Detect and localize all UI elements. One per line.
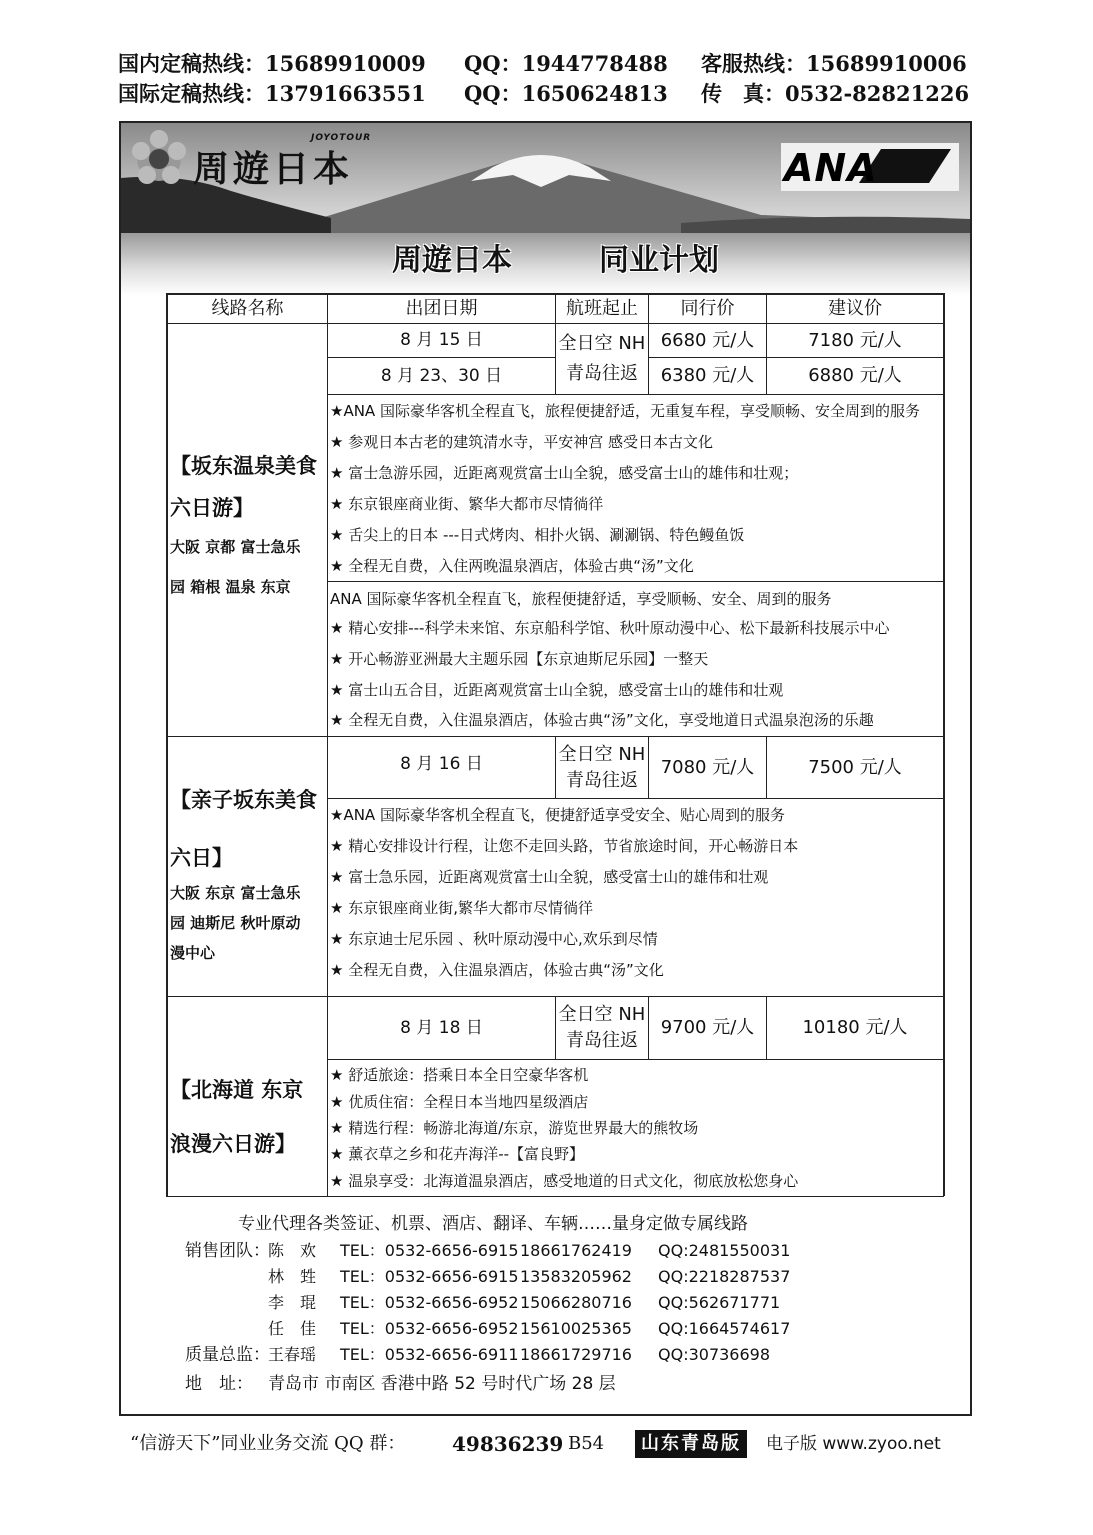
table-border-left xyxy=(166,293,168,1197)
route-3-feature: ★ 优质住宿：全程日本当地四星级酒店 xyxy=(330,1093,589,1111)
route-1-alt-feature: ANA 国际豪华客机全程直飞，旅程便捷舒适，享受顺畅、安全、周到的服务 xyxy=(330,590,832,608)
route-2-name-line2: 六日】 xyxy=(170,846,233,870)
route-2-name xyxy=(170,784,326,964)
route-1-suggested-price-1: 7180 元/人 xyxy=(808,329,902,351)
table-border-bottom xyxy=(166,1196,944,1197)
route-1-feature: ★ 东京银座商业街、繁华大都市尽情徜徉 xyxy=(330,495,604,513)
footer-edition: 山东青岛版 xyxy=(635,1430,747,1458)
contact-tel: TEL：0532-6656-6915 xyxy=(340,1241,519,1260)
header-suggested-price: 建议价 xyxy=(828,298,882,320)
route-2-peer-price: 7080 元/人 xyxy=(660,756,755,778)
route-1-feature: ★ 富士急游乐园，近距离观赏富士山全貌，感受富士山的雄伟和壮观； xyxy=(330,464,799,482)
banner-title-right: 同业计划 xyxy=(599,243,719,278)
route-1-cities-line1: 大阪 京都 富士急乐 xyxy=(170,538,301,556)
route-3-feature: ★ 薰衣草之乡和花卉海洋--【富良野】 xyxy=(330,1145,585,1163)
route-3-feature: ★ 精选行程：畅游北海道/东京，游览世界最大的熊牧场 xyxy=(330,1119,699,1137)
ana-logo: ANA xyxy=(784,146,878,190)
fax-number: 传 真：0532-82821226 xyxy=(701,81,970,106)
route-3-suggested-price: 10180 元/人 xyxy=(802,1017,908,1039)
banner xyxy=(121,123,970,295)
route-2-date: 8 月 16 日 xyxy=(400,753,483,774)
route-2-feature: ★ 精心安排设计行程，让您不走回头路，节省旅途时间，开心畅游日本 xyxy=(330,837,799,855)
domestic-hotline: 国内定稿热线：15689910009 xyxy=(118,51,426,76)
contact-tel: TEL：0532-6656-6952 xyxy=(340,1319,519,1338)
contact-tel: TEL：0532-6656-6911 xyxy=(340,1345,519,1364)
international-hotline: 国际定稿热线：13791663551 xyxy=(118,81,426,106)
route-1-alt-feature: ★ 富士山五合目，近距离观赏富士山全貌，感受富士山的雄伟和壮观 xyxy=(330,681,784,699)
contact-qq: QQ:562671771 xyxy=(658,1293,781,1312)
route-1-name xyxy=(170,450,326,598)
route-3-feature: ★ 舒适旅途：搭乘日本全日空豪华客机 xyxy=(330,1066,589,1084)
route3-price-bottom xyxy=(327,1059,944,1060)
route-2-suggested-price: 7500 元/人 xyxy=(808,756,902,778)
footer xyxy=(130,1430,975,1460)
route-2-feature: ★ 东京迪士尼乐园 、秋叶原动漫中心,欢乐到尽情 xyxy=(330,930,658,948)
route-2-feature: ★ 全程无自费，入住温泉酒店，体验古典“汤”文化 xyxy=(330,961,664,979)
domestic-qq: QQ：1944778488 xyxy=(464,51,668,76)
contact-mobile: 15610025365 xyxy=(520,1319,632,1338)
contact-qq: QQ:30736698 xyxy=(658,1345,771,1364)
route-1-date-1: 8 月 15 日 xyxy=(400,330,483,351)
route-1-date-2: 8 月 23、30 日 xyxy=(380,365,503,386)
contact-qq: QQ:2218287537 xyxy=(658,1267,791,1286)
header-flight: 航班起止 xyxy=(566,298,638,320)
header-peer-price: 同行价 xyxy=(680,298,735,320)
route-1-cities-line2: 园 箱根 温泉 东京 xyxy=(170,578,291,596)
route-1-suggested-price-2: 6880 元/人 xyxy=(808,365,902,387)
route-3-flight-line2: 青岛往返 xyxy=(566,1030,638,1051)
route-3-date: 8 月 18 日 xyxy=(400,1017,483,1038)
route-2-cities-line3: 漫中心 xyxy=(170,944,216,962)
route-2-flight xyxy=(556,737,648,798)
route-2-cities-line2: 园 迪斯尼 秋叶原动 xyxy=(170,914,301,932)
route-2-feature: ★ANA 国际豪华客机全程直飞，便捷舒适享受安全、贴心周到的服务 xyxy=(330,806,785,824)
route-3-feature: ★ 温泉享受：北海道温泉酒店，感受地道的日式文化，彻底放松您身心 xyxy=(330,1172,799,1190)
footer-qq-group: 49836239 xyxy=(452,1432,564,1456)
route-1-feature: ★ANA 国际豪华客机全程直飞，旅程便捷舒适，无重复车程，享受顺畅、安全周到的服务 xyxy=(330,402,920,420)
header-route-name: 线路名称 xyxy=(211,298,284,320)
contact-mobile: 15066280716 xyxy=(520,1293,632,1312)
route-1-peer-price-1: 6680 元/人 xyxy=(660,329,755,351)
footer-page: B54 xyxy=(568,1433,605,1454)
joyotour-logo: 周遊日本 xyxy=(193,148,354,190)
contact-tel: TEL：0532-6656-6952 xyxy=(340,1293,519,1312)
contact-qq: QQ:1664574617 xyxy=(658,1319,791,1338)
route-1-name-line2: 六日游】 xyxy=(170,496,254,520)
route-2-flight-line1: 全日空 NH xyxy=(558,743,646,765)
route1-feature-divider xyxy=(327,581,944,582)
route-3-name-line1: 【北海道 东京 xyxy=(170,1078,304,1102)
international-qq: QQ：1650624813 xyxy=(464,81,668,106)
contact-name: 陈 欢 xyxy=(268,1241,317,1260)
footer-slogan: “信游天下”同业业务交流 QQ 群： xyxy=(130,1433,406,1454)
services-intro: 专业代理各类签证、机票、酒店、翻译、车辆……量身定做专属线路 xyxy=(238,1214,748,1234)
route-1-flight-line2: 青岛往返 xyxy=(566,363,638,384)
joyotour-logo-sub: JOYOTOUR xyxy=(311,133,372,143)
contact-tel: TEL：0532-6656-6915 xyxy=(340,1267,519,1286)
route-1-alt-feature: ★ 全程无自费，入住温泉酒店，体验古典“汤”文化，享受地道日式温泉泡汤的乐趣 xyxy=(330,711,874,729)
table-border-right xyxy=(943,293,945,1196)
route-1-feature: ★ 全程无自费，入住两晚温泉酒店，体验古典“汤”文化 xyxy=(330,557,694,575)
sales-label: 销售团队： xyxy=(185,1241,270,1261)
address: 青岛市 市南区 香港中路 52 号时代广场 28 层 xyxy=(268,1374,616,1394)
route-3-flight-line1: 全日空 NH xyxy=(558,1004,646,1026)
contact-mobile: 13583205962 xyxy=(520,1267,632,1286)
header-departure-date: 出团日期 xyxy=(405,298,478,320)
route-1-alt-feature: ★ 精心安排---科学未来馆、东京船科学馆、秋叶原动漫中心、松下最新科技展示中心 xyxy=(330,619,890,637)
route-3-flight xyxy=(556,997,648,1059)
footer-site[interactable]: 电子版 www.zyoo.net xyxy=(766,1434,941,1454)
route-1-name-line1: 【坂东温泉美食 xyxy=(170,454,317,478)
route-1-feature: ★ 参观日本古老的建筑清水寺，平安神宫 感受日本古文化 xyxy=(330,433,713,451)
contact-name: 王春瑶 xyxy=(268,1345,317,1364)
table-col-divider-1 xyxy=(327,293,328,1196)
contact-name: 李 琨 xyxy=(268,1293,317,1312)
route-1-peer-price-2: 6380 元/人 xyxy=(660,365,755,387)
route-2-flight-line2: 青岛往返 xyxy=(566,769,638,791)
route-3-name-line2: 浪漫六日游】 xyxy=(170,1132,296,1156)
contact-mobile: 18661729716 xyxy=(520,1345,632,1364)
route-1-flight xyxy=(556,324,648,394)
route-2-name-line1: 【亲子坂东美食 xyxy=(170,788,317,812)
route2-price-bottom xyxy=(327,798,944,799)
route-2-feature: ★ 富士急乐园，近距离观赏富士山全貌，感受富士山的雄伟和壮观 xyxy=(330,868,769,886)
contact-name: 林 甡 xyxy=(268,1267,317,1286)
route-1-alt-feature: ★ 开心畅游亚洲最大主题乐园【东京迪斯尼乐园】一整天 xyxy=(330,650,709,668)
contact-qq: QQ:2481550031 xyxy=(658,1241,791,1260)
contact-mobile: 18661762419 xyxy=(520,1241,632,1260)
service-hotline: 客服热线：15689910006 xyxy=(701,51,967,76)
route-2-feature: ★ 东京银座商业街,繁华大都市尽情徜徉 xyxy=(330,899,593,917)
route-1-feature: ★ 舌尖上的日本 ---日式烤肉、相扑火锅、涮涮锅、特色鳗鱼饭 xyxy=(330,526,745,544)
route-2-cities-line1: 大阪 东京 富士急乐 xyxy=(170,884,301,902)
route-3-name xyxy=(170,1074,326,1160)
banner-title-left: 周遊日本 xyxy=(392,243,512,278)
route-3-peer-price: 9700 元/人 xyxy=(660,1017,755,1039)
route-1-flight-line1: 全日空 NH xyxy=(558,333,646,355)
contact-name: 任 佳 xyxy=(268,1319,317,1338)
address-label: 地 址： xyxy=(185,1374,253,1394)
quality-label: 质量总监： xyxy=(185,1345,270,1365)
route1-price-bottom xyxy=(327,394,944,395)
